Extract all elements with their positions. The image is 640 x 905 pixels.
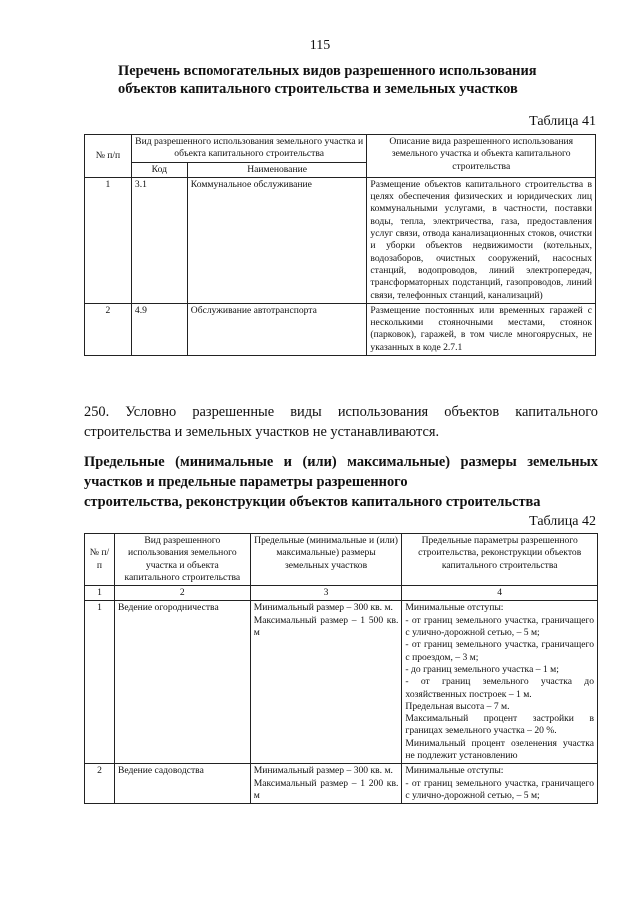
row-description: Размещение постоянных или временных гаражей с несколькими стояночными местами, стоянок (парковок), гаражей, в том числе многоярусных, не указанных в коде 2.7.1 xyxy=(367,303,596,355)
row-code: 3.1 xyxy=(131,177,187,303)
table-row xyxy=(85,177,596,303)
row-num: 2 xyxy=(85,764,115,804)
heading-auxiliary-uses xyxy=(118,62,596,98)
heading2-text: Предельные (минимальные и (или) максимальные) размеры земельных участков и предельные параметры разрешенного xyxy=(84,454,598,490)
header-num: № п/п xyxy=(85,135,132,178)
row-kind: Ведение огородничества xyxy=(114,601,250,764)
header-description: Описание вида разрешенного использования земельного участка и объекта капитального строительства xyxy=(367,135,596,178)
table-header-row xyxy=(85,135,596,163)
size-min: Минимальный размер – 300 кв. м. xyxy=(253,602,393,614)
table-header-row xyxy=(85,534,598,586)
heading-limit-sizes xyxy=(84,452,598,512)
param-line: - от границ земельного участка, граничащего с проездом, – 3 м; xyxy=(405,639,594,663)
size-max: Максимальный размер – 1 200 кв. м xyxy=(253,777,399,801)
header-code: Код xyxy=(131,162,187,177)
table-row xyxy=(85,764,598,804)
row-num: 2 xyxy=(85,303,132,355)
heading-line-2: объектов капитального строительства и земельных участков xyxy=(118,81,518,97)
header-group: Вид разрешенного использования земельного участка и объекта капитального строительства xyxy=(131,135,367,163)
param-line: Минимальные отступы: xyxy=(405,765,504,777)
heading-line-1: Перечень вспомогательных видов разрешенного использования xyxy=(118,63,537,79)
row-params xyxy=(402,764,598,804)
row-code: 4.9 xyxy=(131,303,187,355)
table-row xyxy=(85,601,598,764)
table-colnum-row xyxy=(85,586,598,601)
row-name: Коммунальное обслуживание xyxy=(187,177,367,303)
param-line: - от границ земельного участка до хозяйственных построек – 1 м. xyxy=(405,676,594,700)
colnum: 2 xyxy=(114,586,250,601)
colnum: 1 xyxy=(85,586,115,601)
header-params: Предельные параметры разрешенного строительства, реконструкции объектов капитального строительства xyxy=(402,534,598,586)
header-kind: Вид разрешенного использования земельного участка и объекта капитального строительства xyxy=(114,534,250,586)
header-sizes: Предельные (минимальные и (или) максимальные) размеры земельных участков xyxy=(250,534,402,586)
page-number: 115 xyxy=(309,38,331,53)
header-num: № п/п xyxy=(85,534,115,586)
table-42 xyxy=(84,533,598,804)
param-line: Предельная высота – 7 м. xyxy=(405,700,510,712)
param-line: Минимальный процент озеленения участка не подлежит установлению xyxy=(405,737,594,762)
table-41 xyxy=(84,134,596,356)
colnum: 3 xyxy=(250,586,402,601)
paragraph-250: 250. Условно разрешенные виды использования объектов капитального строительства и земельных участков не устанавливаются. xyxy=(84,404,598,440)
heading2-last-line: строительства, реконструкции объектов капитального строительства xyxy=(84,494,541,510)
table-42-caption: Таблица 42 xyxy=(529,514,596,529)
table-row xyxy=(85,303,596,355)
size-max: Максимальный размер – 1 500 кв. м xyxy=(253,614,399,639)
param-line: - от границ земельного участка, граничащего с улично-дорожной сетью, – 5 м; xyxy=(405,614,594,639)
param-line: Максимальный процент застройки в границах земельного участка – 20 %. xyxy=(405,713,594,737)
param-line: - до границ земельного участка – 1 м; xyxy=(405,663,559,675)
row-sizes xyxy=(250,601,402,764)
size-min: Минимальный размер – 300 кв. м. xyxy=(253,765,393,777)
param-line: Минимальные отступы: xyxy=(405,602,504,614)
row-num: 1 xyxy=(85,177,132,303)
row-params xyxy=(402,601,598,764)
row-name: Обслуживание автотранспорта xyxy=(187,303,367,355)
row-description: Размещение объектов капитального строительства в целях обеспечения физических и юридических лиц коммунальными услугами, в частности, поставки воды, тепла, электричества, газа, предоставления услуг связи, отвода канализационных стоков, очистки и уборки объектов недвижимости (котельных, водозаборов, очистных сооружений, насосных станций, водопроводов, линий электропередач, трансформаторных подстанций, газопроводов, линий связи, телефонных станций, канализаций) xyxy=(367,177,596,303)
row-num: 1 xyxy=(85,601,115,764)
row-sizes xyxy=(250,764,402,804)
colnum: 4 xyxy=(402,586,598,601)
header-name: Наименование xyxy=(187,162,367,177)
table-41-caption: Таблица 41 xyxy=(529,114,596,129)
param-line: - от границ земельного участка, граничащего с улично-дорожной сетью, – 5 м; xyxy=(405,777,594,801)
row-kind: Ведение садоводства xyxy=(114,764,250,804)
